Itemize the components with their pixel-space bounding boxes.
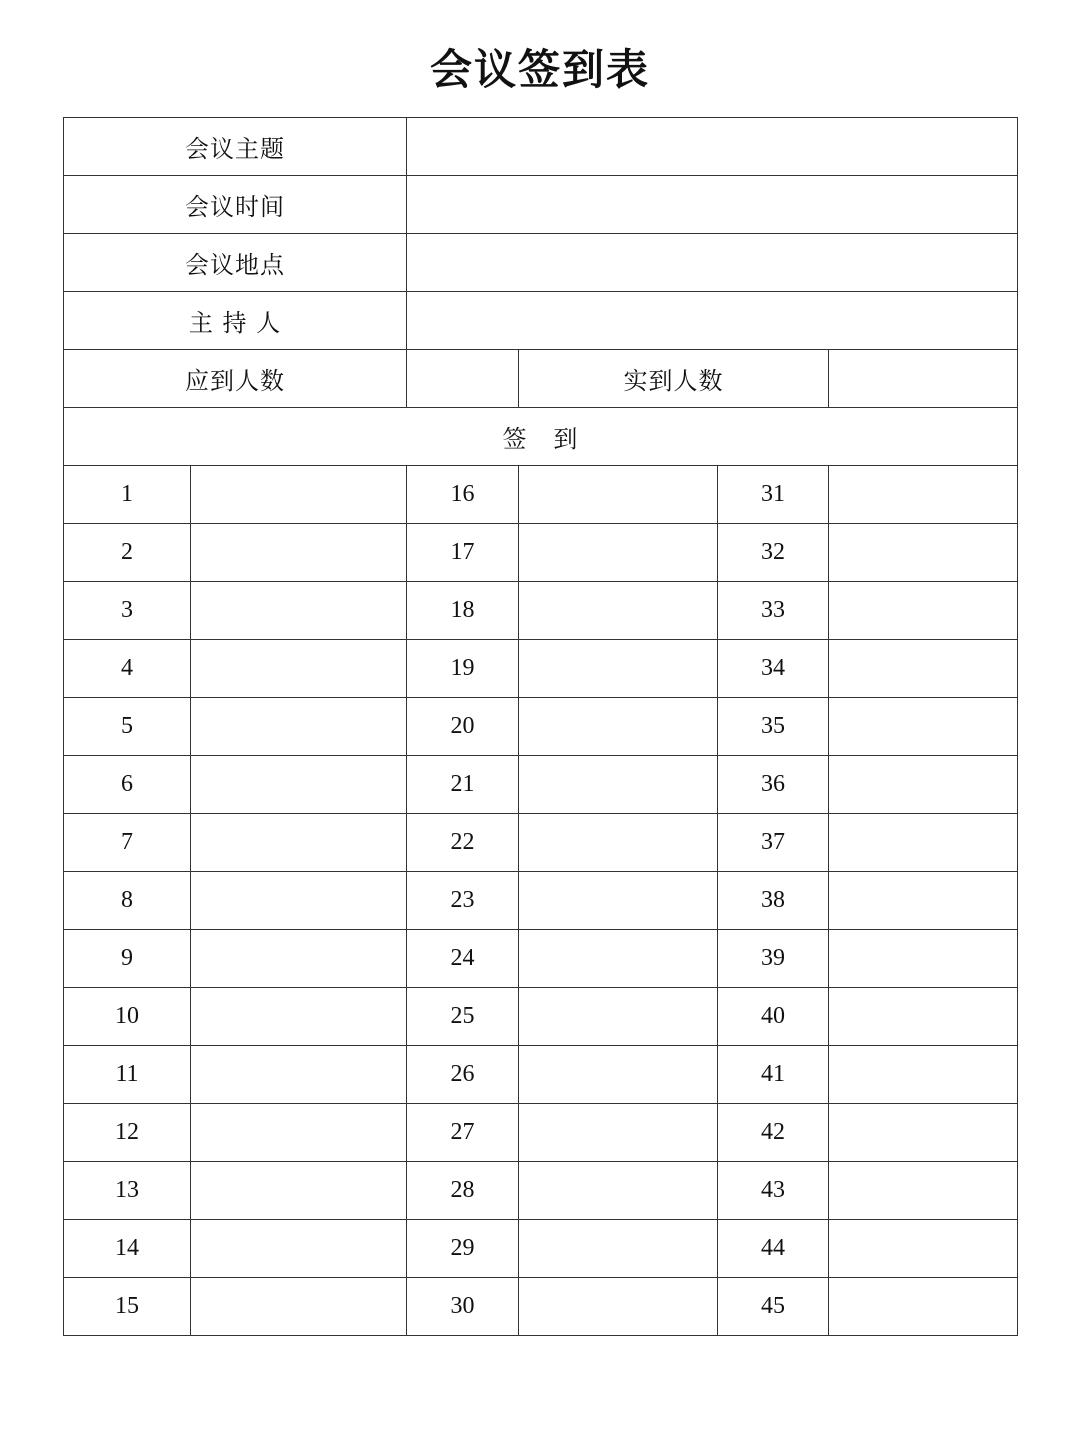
signature-cell[interactable] — [829, 1162, 1018, 1220]
signin-row — [64, 582, 1018, 640]
signin-number: 35 — [718, 698, 829, 756]
signin-number: 44 — [718, 1220, 829, 1278]
topic-row — [64, 118, 1018, 176]
signature-cell[interactable] — [519, 524, 718, 582]
signature-cell[interactable] — [519, 1162, 718, 1220]
signin-number: 7 — [64, 814, 191, 872]
signature-cell[interactable] — [191, 640, 407, 698]
signin-number: 28 — [407, 1162, 519, 1220]
signature-cell[interactable] — [519, 814, 718, 872]
signature-cell[interactable] — [829, 466, 1018, 524]
signin-number: 40 — [718, 988, 829, 1046]
expected-count-label: 应到人数 — [64, 350, 407, 408]
signature-cell[interactable] — [519, 640, 718, 698]
signin-number: 32 — [718, 524, 829, 582]
signin-number: 26 — [407, 1046, 519, 1104]
signature-cell[interactable] — [829, 524, 1018, 582]
signature-cell[interactable] — [519, 582, 718, 640]
signature-cell[interactable] — [191, 988, 407, 1046]
signin-row — [64, 1104, 1018, 1162]
signin-number: 42 — [718, 1104, 829, 1162]
signin-number: 4 — [64, 640, 191, 698]
signin-number: 41 — [718, 1046, 829, 1104]
signin-form-table — [63, 117, 1018, 1336]
signature-cell[interactable] — [829, 1220, 1018, 1278]
expected-count-input-cell[interactable] — [407, 350, 519, 408]
signin-row — [64, 1046, 1018, 1104]
signin-number: 31 — [718, 466, 829, 524]
actual-count-label: 实到人数 — [519, 350, 829, 408]
topic-label: 会议主题 — [64, 118, 407, 176]
signature-cell[interactable] — [519, 988, 718, 1046]
signin-number: 5 — [64, 698, 191, 756]
signature-cell[interactable] — [191, 1278, 407, 1336]
signature-cell[interactable] — [519, 1104, 718, 1162]
signature-cell[interactable] — [191, 524, 407, 582]
signature-cell[interactable] — [829, 1104, 1018, 1162]
signature-cell[interactable] — [519, 1046, 718, 1104]
signature-cell[interactable] — [191, 1046, 407, 1104]
host-row — [64, 292, 1018, 350]
signin-row — [64, 640, 1018, 698]
signature-cell[interactable] — [191, 930, 407, 988]
signature-cell[interactable] — [191, 1220, 407, 1278]
signature-cell[interactable] — [191, 1104, 407, 1162]
signin-row — [64, 698, 1018, 756]
signin-number: 37 — [718, 814, 829, 872]
time-label: 会议时间 — [64, 176, 407, 234]
signin-row — [64, 756, 1018, 814]
signin-number: 12 — [64, 1104, 191, 1162]
signature-cell[interactable] — [829, 1278, 1018, 1336]
signin-number: 6 — [64, 756, 191, 814]
attendance-row — [64, 350, 1018, 408]
signin-number: 27 — [407, 1104, 519, 1162]
signin-number: 36 — [718, 756, 829, 814]
signin-number: 8 — [64, 872, 191, 930]
signature-cell[interactable] — [829, 698, 1018, 756]
signin-row — [64, 872, 1018, 930]
signin-number: 20 — [407, 698, 519, 756]
signature-cell[interactable] — [191, 872, 407, 930]
host-input-cell[interactable] — [407, 292, 1018, 350]
host-label: 主 持 人 — [64, 292, 407, 350]
signature-cell[interactable] — [191, 698, 407, 756]
signin-number: 19 — [407, 640, 519, 698]
time-row — [64, 176, 1018, 234]
signin-number: 43 — [718, 1162, 829, 1220]
signature-cell[interactable] — [519, 1220, 718, 1278]
page-title: 会议签到表 — [429, 45, 650, 94]
signin-number: 18 — [407, 582, 519, 640]
signin-row — [64, 1162, 1018, 1220]
signin-number: 34 — [718, 640, 829, 698]
signin-row — [64, 466, 1018, 524]
signature-cell[interactable] — [519, 1278, 718, 1336]
signin-number: 17 — [407, 524, 519, 582]
signin-number: 10 — [64, 988, 191, 1046]
signature-cell[interactable] — [829, 582, 1018, 640]
signature-cell[interactable] — [829, 640, 1018, 698]
signin-header-row — [64, 408, 1018, 466]
signature-cell[interactable] — [829, 814, 1018, 872]
signin-number: 9 — [64, 930, 191, 988]
signin-row — [64, 1278, 1018, 1336]
signin-number: 15 — [64, 1278, 191, 1336]
signin-header: 签 到 — [64, 408, 1018, 466]
signin-number: 23 — [407, 872, 519, 930]
signature-cell[interactable] — [519, 930, 718, 988]
signin-number: 30 — [407, 1278, 519, 1336]
topic-input-cell[interactable] — [407, 118, 1018, 176]
signin-number: 38 — [718, 872, 829, 930]
actual-count-input-cell[interactable] — [829, 350, 1018, 408]
signature-cell[interactable] — [829, 872, 1018, 930]
signin-number: 11 — [64, 1046, 191, 1104]
signature-cell[interactable] — [191, 1162, 407, 1220]
signature-cell[interactable] — [829, 930, 1018, 988]
signature-cell[interactable] — [519, 698, 718, 756]
signature-cell[interactable] — [191, 814, 407, 872]
signin-row — [64, 1220, 1018, 1278]
signin-number: 14 — [64, 1220, 191, 1278]
signature-cell[interactable] — [191, 582, 407, 640]
signin-number: 29 — [407, 1220, 519, 1278]
signature-cell[interactable] — [519, 756, 718, 814]
signin-number: 2 — [64, 524, 191, 582]
signature-cell[interactable] — [829, 988, 1018, 1046]
signin-number: 39 — [718, 930, 829, 988]
location-input-cell[interactable] — [407, 234, 1018, 292]
signin-number: 13 — [64, 1162, 191, 1220]
signature-cell[interactable] — [191, 756, 407, 814]
signin-number: 1 — [64, 466, 191, 524]
signin-row — [64, 814, 1018, 872]
signin-number: 21 — [407, 756, 519, 814]
signin-number: 45 — [718, 1278, 829, 1336]
signin-number: 22 — [407, 814, 519, 872]
signin-row — [64, 930, 1018, 988]
signin-number: 24 — [407, 930, 519, 988]
time-input-cell[interactable] — [407, 176, 1018, 234]
signature-cell[interactable] — [519, 466, 718, 524]
location-row — [64, 234, 1018, 292]
signin-row — [64, 988, 1018, 1046]
signin-row — [64, 524, 1018, 582]
signin-number: 16 — [407, 466, 519, 524]
signin-number: 3 — [64, 582, 191, 640]
signin-number: 33 — [718, 582, 829, 640]
signature-cell[interactable] — [519, 872, 718, 930]
signin-number: 25 — [407, 988, 519, 1046]
signature-cell[interactable] — [829, 756, 1018, 814]
signature-cell[interactable] — [829, 1046, 1018, 1104]
signature-cell[interactable] — [191, 466, 407, 524]
location-label: 会议地点 — [64, 234, 407, 292]
